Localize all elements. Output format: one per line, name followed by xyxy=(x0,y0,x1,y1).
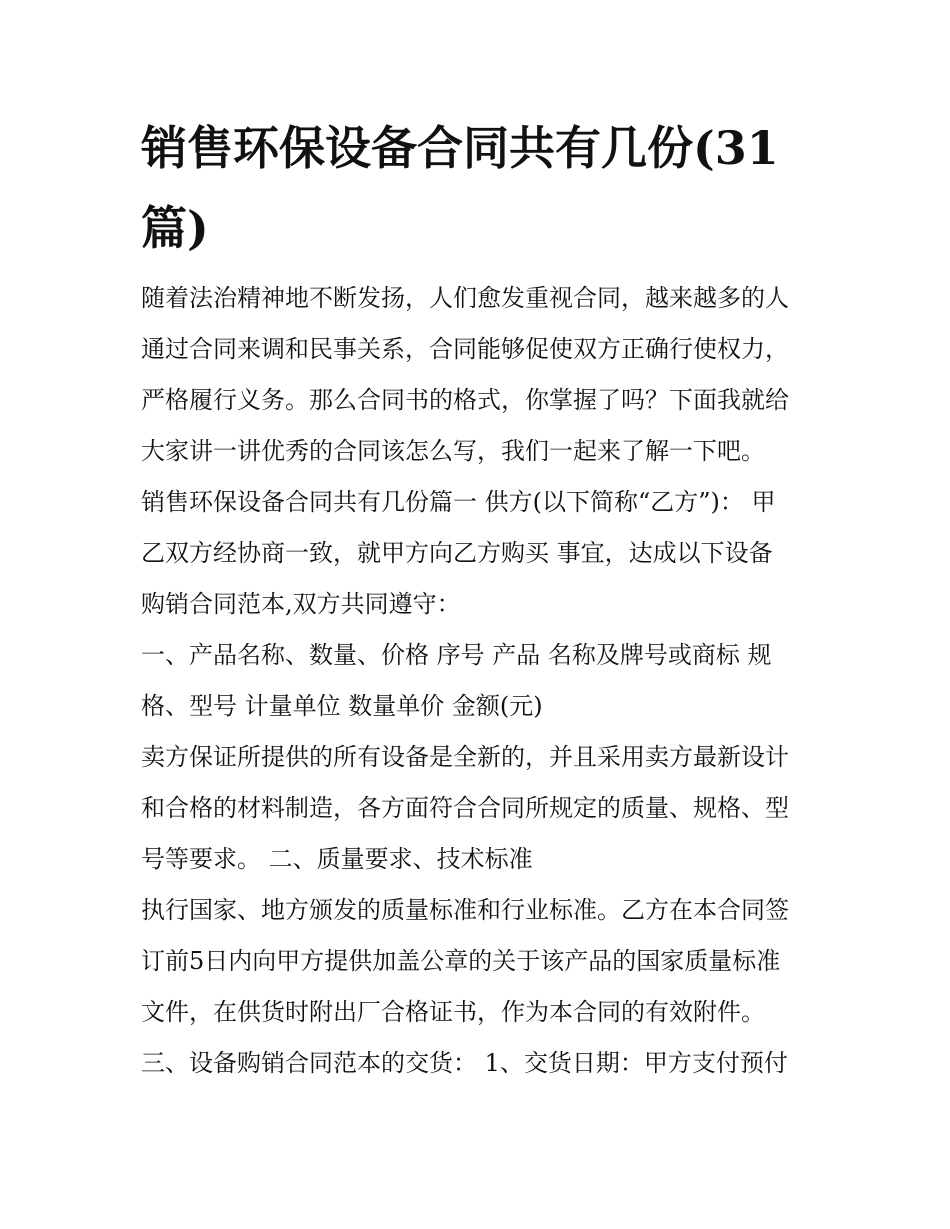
text-line: 文件，在供货时附出厂合格证书，作为本合同的有效附件。 xyxy=(141,998,765,1026)
text-line: 乙双方经协商一致，就甲方向乙方购买 事宜，达成以下设备 xyxy=(141,539,773,567)
text-line: 订前5日内向甲方提供加盖公章的关于该产品的国家质量标准 xyxy=(141,947,781,975)
text-line: 随着法治精神地不断发扬，人们愈发重视合同，越来越多的人 xyxy=(141,284,789,312)
text-line: 一、产品名称、数量、价格 序号 产品 名称及牌号或商标 规 xyxy=(141,641,772,669)
text-line: 和合格的材料制造，各方面符合合同所规定的质量、规格、型 xyxy=(141,794,789,822)
text-line: 格、型号 计量单位 数量单价 金额(元) xyxy=(141,692,543,720)
text-line: 销售环保设备合同共有几份篇一 供方(以下简称“乙方”)： 甲 xyxy=(141,488,776,516)
text-line: 执行国家、地方颁发的质量标准和行业标准。乙方在本合同签 xyxy=(141,896,789,924)
text-line: 严格履行义务。那么合同书的格式，你掌握了吗？下面我就给 xyxy=(141,386,789,414)
document-body xyxy=(141,273,813,1089)
document-title: 销售环保设备合同共有几份(31篇) xyxy=(141,121,779,255)
text-line: 卖方保证所提供的所有设备是全新的，并且采用卖方最新设计 xyxy=(141,743,789,771)
text-line: 通过合同来调和民事关系，合同能够促使双方正确行使权力， xyxy=(141,335,789,363)
text-line: 号等要求。 二、质量要求、技术标准 xyxy=(141,845,533,873)
text-line: 三、设备购销合同范本的交货： 1、交货日期：甲方支付预付 xyxy=(141,1049,788,1077)
text-line: 大家讲一讲优秀的合同该怎么写，我们一起来了解一下吧。 xyxy=(141,437,765,465)
text-line: 购销合同范本,双方共同遵守： xyxy=(141,590,461,618)
